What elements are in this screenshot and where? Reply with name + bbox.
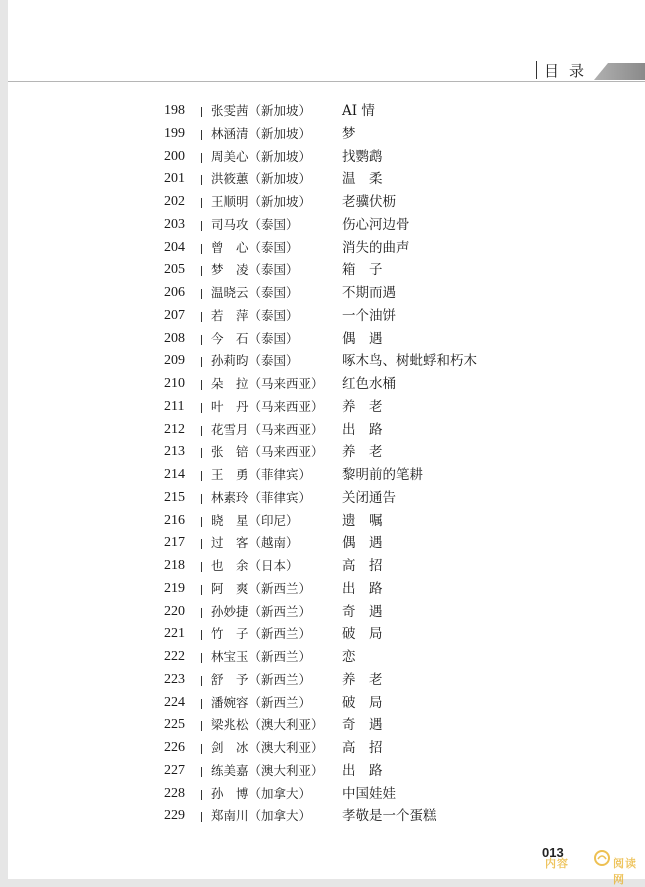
toc-entry[interactable] — [164, 146, 524, 169]
entry-separator — [201, 198, 202, 208]
entry-title: 梦 — [342, 125, 356, 142]
entry-number: 207 — [164, 307, 185, 323]
entry-title: 破 局 — [342, 626, 383, 643]
entry-number: 200 — [164, 148, 185, 164]
entry-number: 206 — [164, 285, 185, 300]
toc-entry[interactable] — [164, 669, 524, 692]
entry-separator — [201, 767, 202, 777]
entry-title: 养 老 — [342, 671, 383, 688]
entry-number: 220 — [164, 603, 185, 619]
entry-separator — [201, 289, 202, 299]
entry-separator — [201, 357, 202, 367]
toc-entry[interactable] — [164, 100, 524, 123]
entry-title: 偶 遇 — [342, 535, 383, 552]
entry-author: 竹 子（新西兰） — [211, 626, 312, 642]
entry-author: 今 石（泰国） — [211, 330, 299, 346]
entry-author: 张雯茜（新加坡） — [211, 103, 312, 118]
entry-separator — [201, 221, 202, 231]
entry-title: 高 招 — [342, 740, 383, 756]
entry-separator — [201, 812, 202, 822]
entry-author: 若 萍（泰国） — [211, 307, 299, 323]
toc-entry[interactable] — [164, 714, 524, 737]
entry-number: 227 — [164, 762, 185, 778]
toc-entry[interactable] — [164, 805, 524, 828]
entry-number: 224 — [164, 694, 185, 710]
entry-author: 孙妙捷（新西兰） — [211, 603, 312, 619]
page-number: 013 — [542, 845, 564, 860]
toc-entry[interactable] — [164, 305, 524, 328]
entry-number: 213 — [164, 444, 185, 460]
toc-entry[interactable] — [164, 441, 524, 464]
entry-separator — [201, 676, 202, 686]
entry-separator — [201, 403, 202, 413]
header-rule — [8, 81, 645, 82]
entry-separator — [201, 517, 202, 527]
table-of-contents — [164, 100, 524, 828]
entry-number: 222 — [164, 649, 185, 664]
toc-entry[interactable] — [164, 487, 524, 510]
entry-number: 228 — [164, 785, 185, 801]
entry-author: 梁兆松（澳大利亚） — [211, 717, 324, 733]
entry-author: 林宝玉（新西兰） — [211, 649, 312, 664]
entry-title: 奇 遇 — [342, 717, 383, 734]
entry-number: 221 — [164, 626, 185, 642]
entry-title: 破 局 — [342, 694, 383, 711]
entry-title: 恋 — [342, 649, 356, 665]
entry-title: 养 老 — [342, 444, 383, 461]
entry-title: 孝敬是一个蛋糕 — [342, 808, 437, 825]
toc-entry[interactable] — [164, 237, 524, 260]
entry-separator — [201, 312, 202, 322]
entry-separator — [201, 539, 202, 549]
entry-author: 梦 凌（泰国） — [211, 262, 299, 278]
entry-separator — [201, 448, 202, 458]
entry-author: 潘婉容（新西兰） — [211, 694, 312, 710]
entry-separator — [201, 380, 202, 390]
toc-entry[interactable] — [164, 396, 524, 419]
entry-author: 王顺明（新加坡） — [211, 194, 312, 209]
entry-number: 205 — [164, 262, 185, 278]
toc-entry[interactable] — [164, 555, 524, 578]
entry-number: 212 — [164, 421, 185, 437]
entry-separator — [201, 107, 202, 117]
toc-entry[interactable] — [164, 623, 524, 646]
entry-number: 216 — [164, 512, 185, 528]
toc-entry[interactable] — [164, 259, 524, 282]
entry-title: 遗 嘱 — [342, 512, 383, 529]
entry-separator — [201, 562, 202, 572]
toc-entry[interactable] — [164, 760, 524, 783]
toc-entry[interactable] — [164, 646, 524, 669]
toc-entry[interactable] — [164, 532, 524, 555]
entry-author: 晓 星（印尼） — [211, 512, 299, 528]
entry-separator — [201, 585, 202, 595]
entry-number: 210 — [164, 376, 185, 391]
entry-separator — [201, 653, 202, 663]
entry-author: 郑南川（加拿大） — [211, 808, 312, 824]
entry-author: 朵 拉（马来西亚） — [211, 376, 324, 391]
entry-title: 偶 遇 — [342, 330, 383, 347]
entry-number: 229 — [164, 808, 185, 824]
entry-number: 219 — [164, 580, 185, 596]
entry-number: 209 — [164, 353, 185, 369]
reading-logo-icon — [593, 849, 611, 867]
entry-separator — [201, 608, 202, 618]
entry-author: 阿 爽（新西兰） — [211, 580, 312, 596]
entry-title: AI 情 — [342, 103, 375, 119]
entry-author: 司马攻（泰国） — [211, 216, 299, 232]
watermark-text-right: 阅读网 — [613, 857, 637, 886]
entry-author: 曾 心（泰国） — [211, 239, 299, 255]
entry-title: 养 老 — [342, 398, 383, 415]
entry-author: 周美心（新加坡） — [211, 148, 312, 164]
entry-number: 211 — [164, 398, 185, 414]
entry-title: 出 路 — [342, 580, 383, 597]
entry-number: 203 — [164, 216, 185, 232]
entry-title: 温 柔 — [342, 171, 383, 188]
entry-author: 温晓云（泰国） — [211, 285, 299, 300]
toc-entry[interactable] — [164, 464, 524, 487]
header-separator — [536, 61, 537, 79]
toc-entry[interactable] — [164, 350, 524, 373]
entry-title: 高 招 — [342, 558, 383, 574]
entry-author: 王 勇（菲律宾） — [211, 467, 312, 482]
entry-number: 208 — [164, 330, 185, 346]
entry-separator — [201, 630, 202, 640]
entry-separator — [201, 471, 202, 481]
toc-entry[interactable] — [164, 510, 524, 533]
toc-entry[interactable] — [164, 578, 524, 601]
entry-title: 奇 遇 — [342, 603, 383, 620]
entry-number: 201 — [164, 171, 185, 187]
entry-separator — [201, 153, 202, 163]
book-page — [8, 0, 645, 886]
entry-author: 林涵清（新加坡） — [211, 125, 312, 141]
entry-author: 也 余（日本） — [211, 558, 299, 573]
entry-number: 226 — [164, 740, 185, 755]
entry-title: 一个油饼 — [342, 307, 396, 324]
entry-title: 出 路 — [342, 421, 383, 438]
entry-separator — [201, 244, 202, 254]
entry-number: 199 — [164, 125, 185, 141]
entry-title: 啄木鸟、树蚍蜉和朽木 — [342, 353, 477, 370]
entry-number: 225 — [164, 717, 185, 733]
toc-entry[interactable] — [164, 168, 524, 191]
toc-entry[interactable] — [164, 282, 524, 305]
entry-separator — [201, 790, 202, 800]
toc-entry[interactable] — [164, 214, 524, 237]
entry-title: 消失的曲声 — [342, 239, 410, 256]
entry-separator — [201, 335, 202, 345]
entry-number: 218 — [164, 558, 185, 573]
toc-entry[interactable] — [164, 191, 524, 214]
entry-author: 花雪月（马来西亚） — [211, 421, 324, 437]
entry-title: 出 路 — [342, 762, 383, 779]
toc-entry[interactable] — [164, 737, 524, 760]
entry-author: 林素玲（菲律宾） — [211, 489, 312, 505]
entry-title: 找鹦鹉 — [342, 148, 383, 165]
entry-separator — [201, 266, 202, 276]
entry-author: 洪筱蕙（新加坡） — [211, 171, 312, 187]
entry-separator — [201, 744, 202, 754]
toc-entry[interactable] — [164, 692, 524, 715]
entry-author: 孙 博（加拿大） — [211, 785, 312, 801]
entry-number: 215 — [164, 489, 185, 505]
entry-number: 202 — [164, 194, 185, 209]
entry-title: 黎明前的笔耕 — [342, 467, 423, 483]
entry-number: 223 — [164, 671, 185, 687]
entry-title: 不期而遇 — [342, 285, 396, 301]
entry-separator — [201, 699, 202, 709]
toc-entry[interactable] — [164, 601, 524, 624]
entry-number: 217 — [164, 535, 185, 551]
running-header — [8, 60, 645, 84]
entry-author: 叶 丹（马来西亚） — [211, 398, 324, 414]
header-tab-decoration — [594, 63, 645, 80]
entry-author: 舒 予（新西兰） — [211, 671, 312, 687]
entry-number: 198 — [164, 103, 185, 118]
entry-separator — [201, 130, 202, 140]
entry-author: 张 锫（马来西亚） — [211, 444, 324, 460]
entry-number: 214 — [164, 467, 185, 482]
entry-title: 红色水桶 — [342, 376, 396, 392]
entry-title: 伤心河边骨 — [342, 216, 410, 233]
entry-author: 练美嘉（澳大利亚） — [211, 762, 324, 778]
entry-title: 关闭通告 — [342, 489, 396, 506]
section-title: 目录 — [544, 62, 595, 80]
entry-title: 中国娃娃 — [342, 785, 396, 802]
toc-entry[interactable] — [164, 123, 524, 146]
entry-title: 箱 子 — [342, 262, 383, 279]
toc-entry[interactable] — [164, 328, 524, 351]
entry-number: 204 — [164, 239, 185, 255]
toc-entry[interactable] — [164, 419, 524, 442]
toc-entry[interactable] — [164, 373, 524, 396]
entry-author: 过 客（越南） — [211, 535, 299, 551]
entry-author: 剑 冰（澳大利亚） — [211, 740, 324, 755]
entry-separator — [201, 426, 202, 436]
entry-author: 孙莉昀（泰国） — [211, 353, 299, 369]
watermark — [541, 849, 645, 886]
entry-separator — [201, 175, 202, 185]
entry-title: 老骥伏枥 — [342, 194, 396, 210]
toc-entry[interactable] — [164, 783, 524, 806]
entry-separator — [201, 494, 202, 504]
watermark-text-left: 内容 — [545, 857, 569, 870]
entry-separator — [201, 721, 202, 731]
